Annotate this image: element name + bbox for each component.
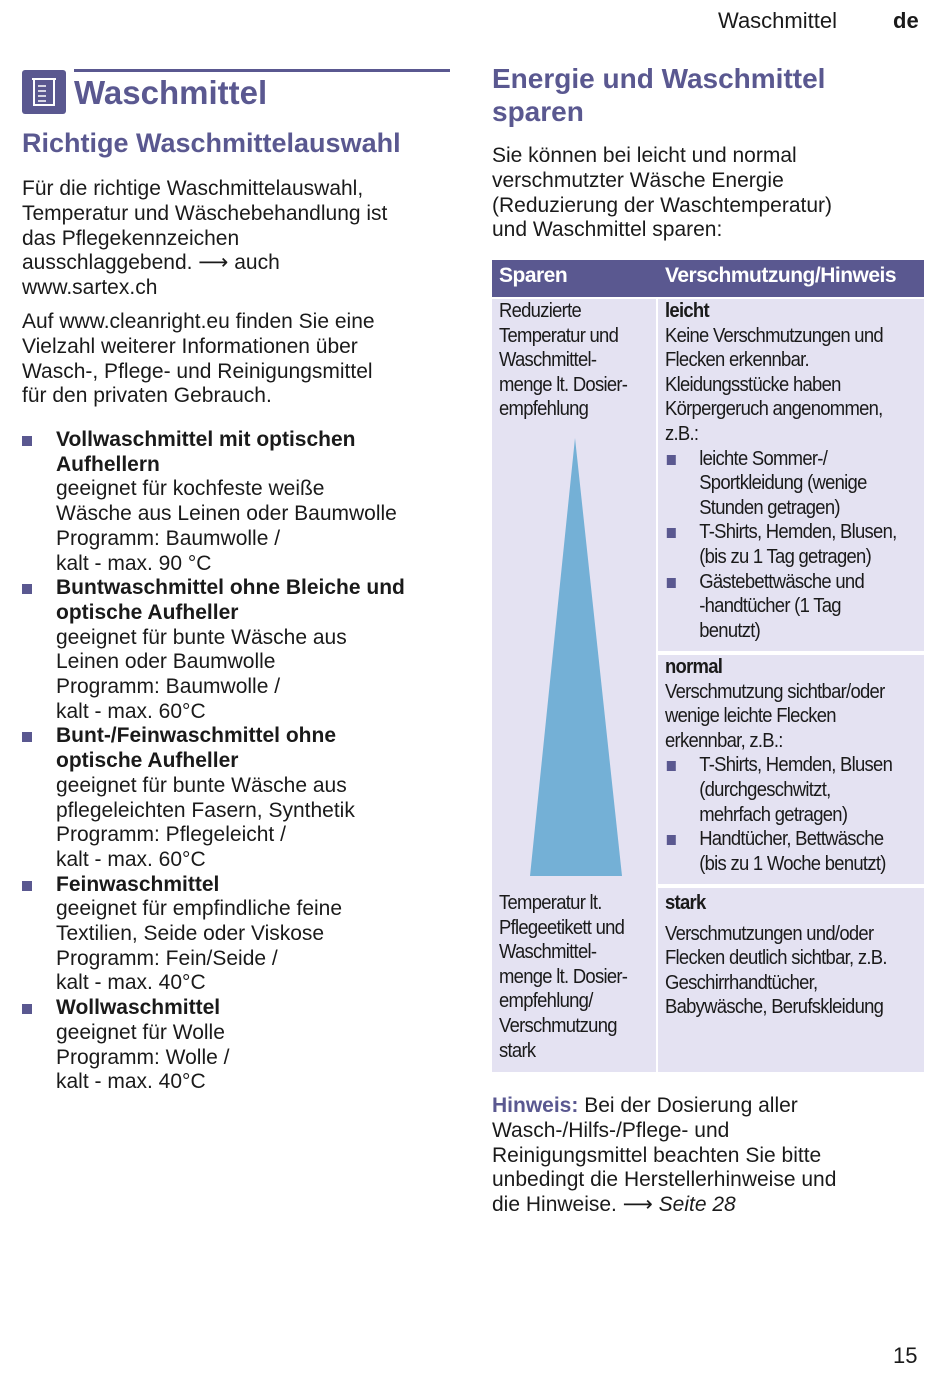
left-cell-bottom: Temperatur lt. Pflegeetikett und Waschmittel- menge lt. Dosier- empfehlung/ Verschmutzung stark	[499, 891, 628, 1062]
table-header-sparen: Sparen	[499, 264, 568, 287]
bullet-square-icon	[22, 881, 32, 891]
table-header-hinweis: Verschmutzung/Hinweis	[665, 264, 897, 287]
list-item: leichte Sommer-/ Sportkleidung (wenige Stunden getragen)	[665, 447, 917, 521]
product-line: Leinen oder Baumwolle	[56, 650, 276, 674]
level-label: leicht	[665, 299, 709, 322]
product-line: kalt - max. 60°C	[56, 847, 206, 871]
product-line: Wäsche aus Leinen oder Baumwolle	[56, 502, 397, 526]
detergent-box-icon	[22, 70, 66, 114]
intro-paragraph	[22, 177, 452, 301]
bullet-square-icon	[667, 455, 676, 465]
bullet-square-icon	[22, 732, 32, 742]
text-line: (Reduzierung der Waschtemperatur)	[492, 193, 833, 217]
level-label: normal	[665, 655, 723, 678]
bullet-square-icon	[667, 761, 676, 771]
product-line: kalt - max. 60°C	[56, 699, 206, 723]
section-subtitle: Richtige Waschmittelauswahl	[22, 128, 401, 158]
text-line: Sie können bei leicht und normal	[492, 144, 797, 167]
product-name: Bunt-/Feinwaschmittel ohne optische Aufheller	[56, 724, 337, 773]
list-item: Handtücher, Bettwäsche (bis zu 1 Woche benutzt)	[665, 827, 917, 876]
note-paragraph: Hinweis: Bei der Dosierung aller Wasch-/Hilfs-/Pflege- und Reinigungsmittel beachten Sie bitte unbedingt die Herstellerhinweise und die Hinweise. ⟶ Seite 28	[492, 1094, 837, 1217]
product-line: geeignet für empfindliche feine	[56, 897, 343, 921]
bullet-square-icon	[667, 835, 676, 845]
list-item	[22, 576, 452, 724]
bullet-square-icon	[22, 584, 32, 594]
list-item	[22, 873, 452, 997]
product-line: Programm: Fein/Seide /	[56, 946, 278, 970]
product-line: geeignet für Wolle	[56, 1020, 225, 1044]
text-line: das Pflegekennzeichen	[22, 226, 240, 250]
text-line: Für die richtige Waschmittelauswahl,	[22, 177, 364, 200]
product-line: kalt - max. 90 °C	[56, 551, 212, 575]
bullet-square-icon	[22, 1004, 32, 1014]
product-name: Vollwaschmittel mit optischen Aufhellern	[56, 428, 356, 476]
table-header	[492, 260, 924, 297]
section-title: Waschmittel	[74, 74, 268, 111]
text-line: Vielzahl weiterer Informationen über	[22, 334, 358, 358]
text-line: und Waschmittel sparen:	[492, 218, 723, 242]
product-line: kalt - max. 40°C	[56, 1070, 206, 1094]
text-line: Auf www.cleanright.eu finden Sie eine	[22, 310, 375, 333]
running-header-language: de	[893, 8, 919, 33]
right-intro-paragraph	[492, 144, 912, 243]
note-label: Hinweis:	[492, 1094, 579, 1117]
row-stark-text: stark Verschmutzungen und/oder Flecken deutlich sichtbar, z.B. Geschirrhandtücher, Babywäsche, Berufskleidung	[665, 891, 917, 1020]
level-label: stark	[665, 891, 706, 914]
product-line: Programm: Pflegeleicht /	[56, 823, 286, 847]
bullet-square-icon	[667, 578, 676, 588]
text-line: ausschlaggebend. ⟶ auch	[22, 251, 280, 275]
product-line: geeignet für bunte Wäsche aus	[56, 773, 347, 797]
list-item	[22, 724, 452, 872]
product-name: Feinwaschmittel	[56, 872, 220, 896]
text-line: www.sartex.ch	[22, 276, 158, 300]
row-leicht-text: leicht Keine Verschmutzungen und Flecken erkennbar. Kleidungsstücke haben Körpergeruch angenommen, z.B.: leichte Sommer-/ Sportkleidung (wenige Stunden getragen) T-Shirts, Hemden, Blusen, (bis zu 1 Tag getragen) Gästebettwäsche und -handtücher (1 Tag benutzt)	[665, 299, 917, 643]
detergent-list	[22, 428, 452, 1095]
text-line: für den privaten Gebrauch.	[22, 384, 272, 408]
list-item: T-Shirts, Hemden, Blusen (durchgeschwitzt, mehrfach getragen)	[665, 753, 917, 827]
bullet-square-icon	[667, 528, 676, 538]
list-item	[22, 428, 452, 576]
product-name: Wollwaschmittel	[56, 996, 221, 1020]
list-item: Gästebettwäsche und -handtücher (1 Tag benutzt)	[665, 570, 917, 644]
product-line: pflegeleichten Fasern, Synthetik	[56, 798, 355, 822]
product-line: Programm: Baumwolle /	[56, 675, 281, 699]
list-item	[22, 996, 452, 1095]
right-section-title: Energie und Waschmittel sparen	[492, 63, 826, 127]
list-item: T-Shirts, Hemden, Blusen, (bis zu 1 Tag getragen)	[665, 520, 917, 569]
product-name: Buntwaschmittel ohne Bleiche und optische Aufheller	[56, 576, 405, 624]
page-reference-link[interactable]: Seite 28	[658, 1193, 736, 1217]
left-cell-top: Reduzierte Temperatur und Waschmittel- menge lt. Dosier- empfehlung	[499, 299, 628, 421]
product-line: geeignet für kochfeste weiße	[56, 477, 325, 501]
text-line: Temperatur und Wäschebehandlung ist	[22, 201, 388, 225]
info-paragraph	[22, 310, 452, 409]
page-number: 15	[893, 1343, 918, 1368]
bullet-square-icon	[22, 436, 32, 446]
product-line: geeignet für bunte Wäsche aus	[56, 625, 347, 649]
text-line: verschmutzter Wäsche Energie	[492, 168, 784, 192]
savings-triangle-shape	[530, 438, 622, 876]
row-normal-text: normal Verschmutzung sichtbar/oder wenige leichte Flecken erkennbar, z.B.: T-Shirts, Hemden, Blusen (durchgeschwitzt, mehrfach getragen) Handtücher, Bettwäsche (bis zu 1 Woche benutzt)	[665, 655, 917, 876]
product-line: Textilien, Seide oder Viskose	[56, 922, 325, 946]
product-line: Programm: Wolle /	[56, 1045, 230, 1069]
product-line: Programm: Baumwolle /	[56, 526, 281, 550]
title-rule	[74, 69, 450, 72]
running-header-section: Waschmittel	[718, 8, 837, 33]
product-line: kalt - max. 40°C	[56, 971, 206, 995]
text-line: Wasch-, Pflege- und Reinigungsmittel	[22, 359, 373, 383]
